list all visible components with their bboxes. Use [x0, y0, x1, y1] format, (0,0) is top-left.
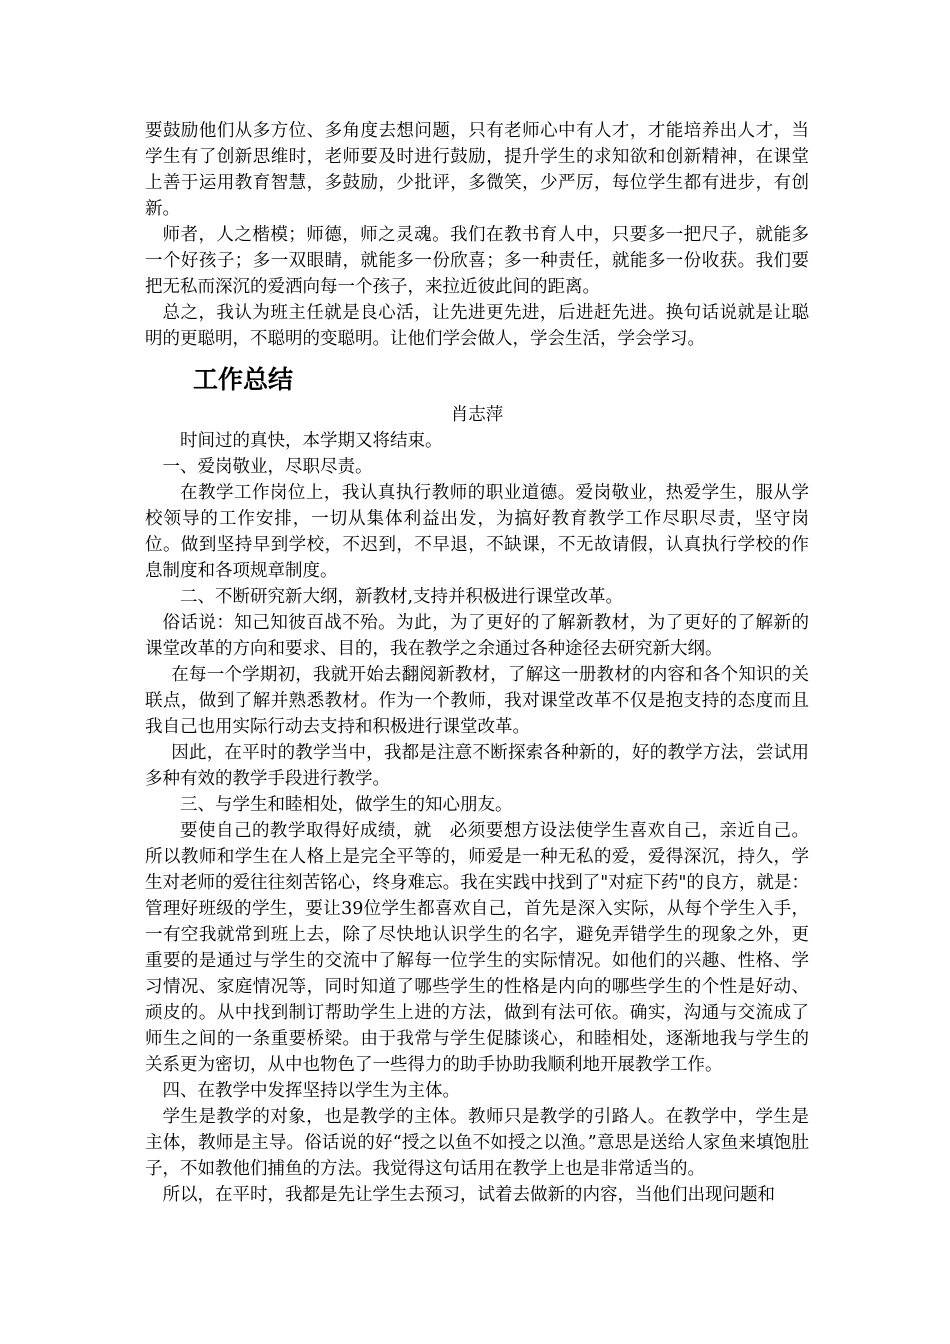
- section-heading-2: 二、不断研究新大纲，新教材,支持并积极进行课堂改革。: [180, 587, 624, 607]
- paragraph-section-2b: 在每一个学期初，我就开始去翻阅新教材，了解这一册教材的内容和各个知识的关联点，做到了解并熟悉教材。作为一个教师，我对课堂改革不仅是抱支持的态度而且我自己也用实际行动去支持和积极进行课堂改革。: [145, 665, 809, 737]
- paragraph-teacher-model: 师者，人之楷模；师德，师之灵魂。我们在教书育人中，只要多一把尺子，就能多一个好孩子；多一双眼睛，就能多一份欣喜；多一种责任，就能多一份收获。我们要把无私而深沉的爱洒向每一个孩子，来拉近彼此间的距离。: [145, 225, 809, 297]
- paragraph-encourage: 要鼓励他们从多方位、多角度去想问题，只有老师心中有人才，才能培养出人才，当学生有了创新思维时，老师要及时进行鼓励，提升学生的求知欲和创新精神，在课堂上善于运用教育智慧，多鼓励，少批评，多微笑，少严厉，每位学生都有进步，有创新。: [145, 121, 809, 219]
- paragraph-intro: 时间过的真快，本学期又将结束。: [180, 431, 443, 451]
- paragraph-section-4a: 学生是教学的对象，也是教学的主体。教师只是教学的引路人。在教学中，学生是主体，教师是主导。俗话说的好“授之以鱼不如授之以渔。”意思是送给人家鱼来填饱肚子，不如教他们捕鱼的方法。我觉得这句话用在教学上也是非常适当的。: [145, 1107, 809, 1179]
- section-heading-3: 三、与学生和睦相处，做学生的知心朋友。: [180, 795, 513, 815]
- section-heading-4: 四、在教学中发挥坚持以学生为主体。: [162, 1081, 460, 1101]
- document-page: [145, 118, 809, 1208]
- paragraph-conclusion: 总之，我认为班主任就是良心活，让先进更先进，后进赶先进。换句话说就是让聪明的更聪明，不聪明的变聪明。让他们学会做人，学会生活，学会学习。: [145, 303, 809, 349]
- paragraph-section-1: 在教学工作岗位上，我认真执行教师的职业道德。爱岗敬业，热爱学生，服从学校领导的工作安排，一切从集体利益出发，为搞好教育教学工作尽职尽责，坚守岗位。做到坚持早到学校，不迟到，不早退，不缺课，不无故请假，认真执行学校的作息制度和各项规章制度。: [145, 483, 809, 581]
- paragraph-section-4b: 所以，在平时，我都是先让学生去预习，试着去做新的内容，当他们出现问题和: [162, 1185, 775, 1205]
- section-heading-1: 一、爱岗敬业，尽职尽责。: [162, 457, 373, 477]
- paragraph-section-3: 要使自己的教学取得好成绩，就 必须要想方设法使学生喜欢自己，亲近自己。所以教师和学生在人格上是完全平等的，师爱是一种无私的爱，爱得深沉，持久，学生对老师的爱往往刻苦铭心，终身难忘。我在实践中找到了"对症下药"的良方，就是：管理好班级的学生，要让39位学生都喜欢自己，首先是深入实际，从每个学生入手，一有空我就常到班上去，除了尽快地认识学生的名字，避免弄错学生的现象之外，更重要的是通过与学生的交流中了解每一位学生的实际情况。如他们的兴趣、性格、学习情况、家庭情况等，同时知道了哪些学生的性格是内向的哪些学生的个性是好动、顽皮的。从中找到制订帮助学生上进的方法，做到有法可依。确实，沟通与交流成了师生之间的一条重要桥梁。由于我常与学生促膝谈心，和睦相处，逐渐地我与学生的关系更为密切，从中也物色了一些得力的助手协助我顺利地开展教学工作。: [145, 821, 809, 1075]
- paragraph-section-2a: 俗话说：知己知彼百战不殆。为此，为了更好的了解新教材，为了更好的了解新的课堂改革的方向和要求、目的，我在教学之余通过各种途径去研究新大纲。: [145, 613, 809, 659]
- author-name: 肖志萍: [450, 405, 504, 425]
- document-title: 工作总结: [193, 365, 294, 394]
- paragraph-section-2c: 因此，在平时的教学当中，我都是注意不断探索各种新的，好的教学方法，尝试用多种有效的教学手段进行教学。: [145, 743, 809, 789]
